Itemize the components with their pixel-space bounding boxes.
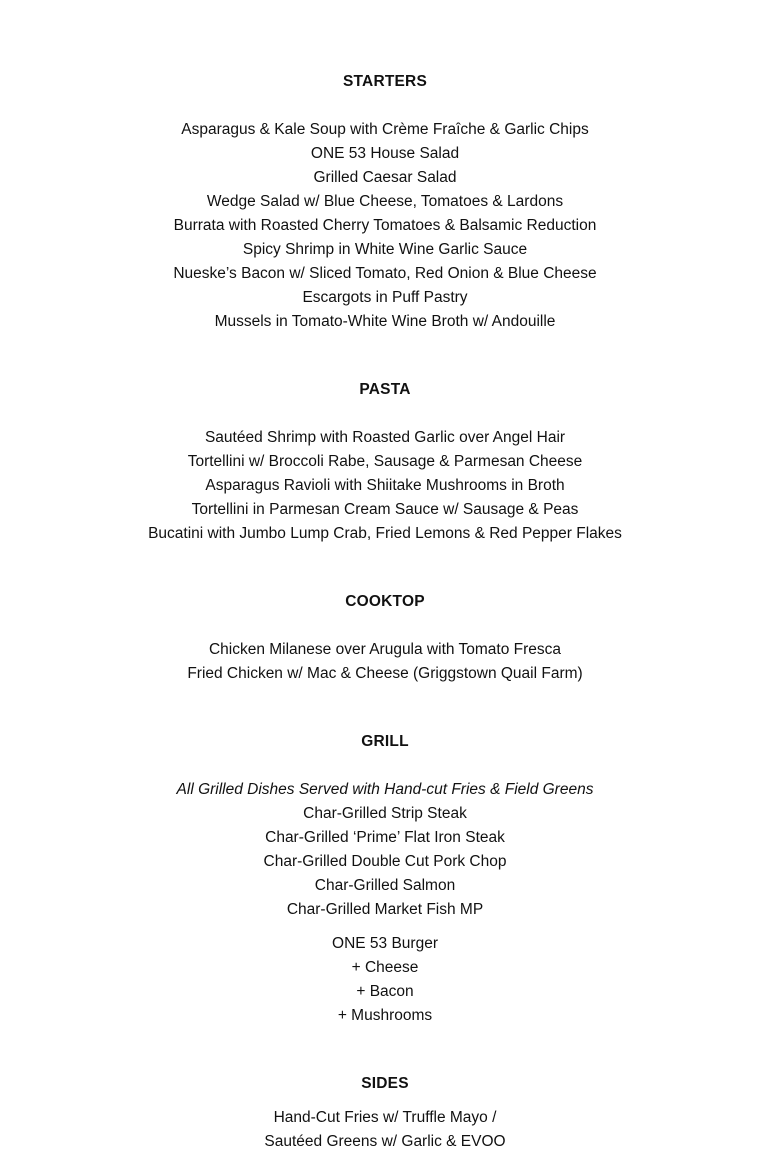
menu-item: Asparagus & Kale Soup with Crème Fraîche & Garlic Chips	[181, 121, 589, 138]
menu-item: Tortellini in Parmesan Cream Sauce w/ Sausage & Peas	[191, 501, 579, 518]
pasta-list	[0, 426, 770, 546]
menu-item: + Mushrooms	[337, 1007, 433, 1024]
pasta-heading: PASTA	[359, 381, 411, 398]
menu-item: Char-Grilled Market Fish MP	[286, 901, 484, 918]
cooktop-heading: COOKTOP	[345, 593, 425, 610]
menu-item: Escargots in Puff Pastry	[302, 289, 468, 306]
grill-heading: GRILL	[361, 733, 409, 750]
menu-item: ONE 53 House Salad	[310, 145, 460, 162]
menu-item: Burrata with Roasted Cherry Tomatoes & Balsamic Reduction	[173, 217, 597, 234]
menu-item: Bucatini with Jumbo Lump Crab, Fried Lemons & Red Pepper Flakes	[148, 525, 622, 542]
menu-item: Asparagus Ravioli with Shiitake Mushrooms in Broth	[205, 477, 565, 494]
burger-list	[0, 932, 770, 1028]
menu-item: + Bacon	[356, 983, 414, 1000]
menu-item: + Cheese	[351, 959, 419, 976]
starters-list	[0, 118, 770, 334]
menu-item: Mussels in Tomato-White Wine Broth w/ Andouille	[214, 313, 556, 330]
menu-item: Sautéed Shrimp with Roasted Garlic over Angel Hair	[204, 429, 566, 446]
menu-item: Sautéed Greens w/ Garlic & EVOO	[264, 1133, 506, 1150]
menu-item: Tortellini w/ Broccoli Rabe, Sausage & Parmesan Cheese	[187, 453, 583, 470]
menu-item: Char-Grilled Strip Steak	[303, 805, 467, 822]
menu-item: Fried Chicken w/ Mac & Cheese (Griggstown Quail Farm)	[187, 665, 583, 682]
sides-list	[0, 1106, 770, 1154]
menu-item: Char-Grilled ‘Prime’ Flat Iron Steak	[265, 829, 505, 846]
menu-item: Char-Grilled Salmon	[314, 877, 456, 894]
menu-item: Nueske’s Bacon w/ Sliced Tomato, Red Onion & Blue Cheese	[173, 265, 597, 282]
cooktop-list	[0, 638, 770, 686]
menu-item: ONE 53 Burger	[332, 935, 438, 952]
menu-item: Char-Grilled Double Cut Pork Chop	[263, 853, 507, 870]
starters-heading: STARTERS	[343, 73, 427, 90]
menu-item: Wedge Salad w/ Blue Cheese, Tomatoes & Lardons	[206, 193, 564, 210]
menu-item: Hand-Cut Fries w/ Truffle Mayo /	[273, 1109, 497, 1126]
menu-item: Spicy Shrimp in White Wine Garlic Sauce	[242, 241, 528, 258]
grill-note: All Grilled Dishes Served with Hand-cut Fries & Field Greens	[176, 781, 594, 798]
sides-heading: SIDES	[361, 1075, 409, 1092]
menu-item: Grilled Caesar Salad	[313, 169, 457, 186]
menu-item: Chicken Milanese over Arugula with Tomato Fresca	[208, 641, 562, 658]
grill-list	[0, 778, 770, 922]
